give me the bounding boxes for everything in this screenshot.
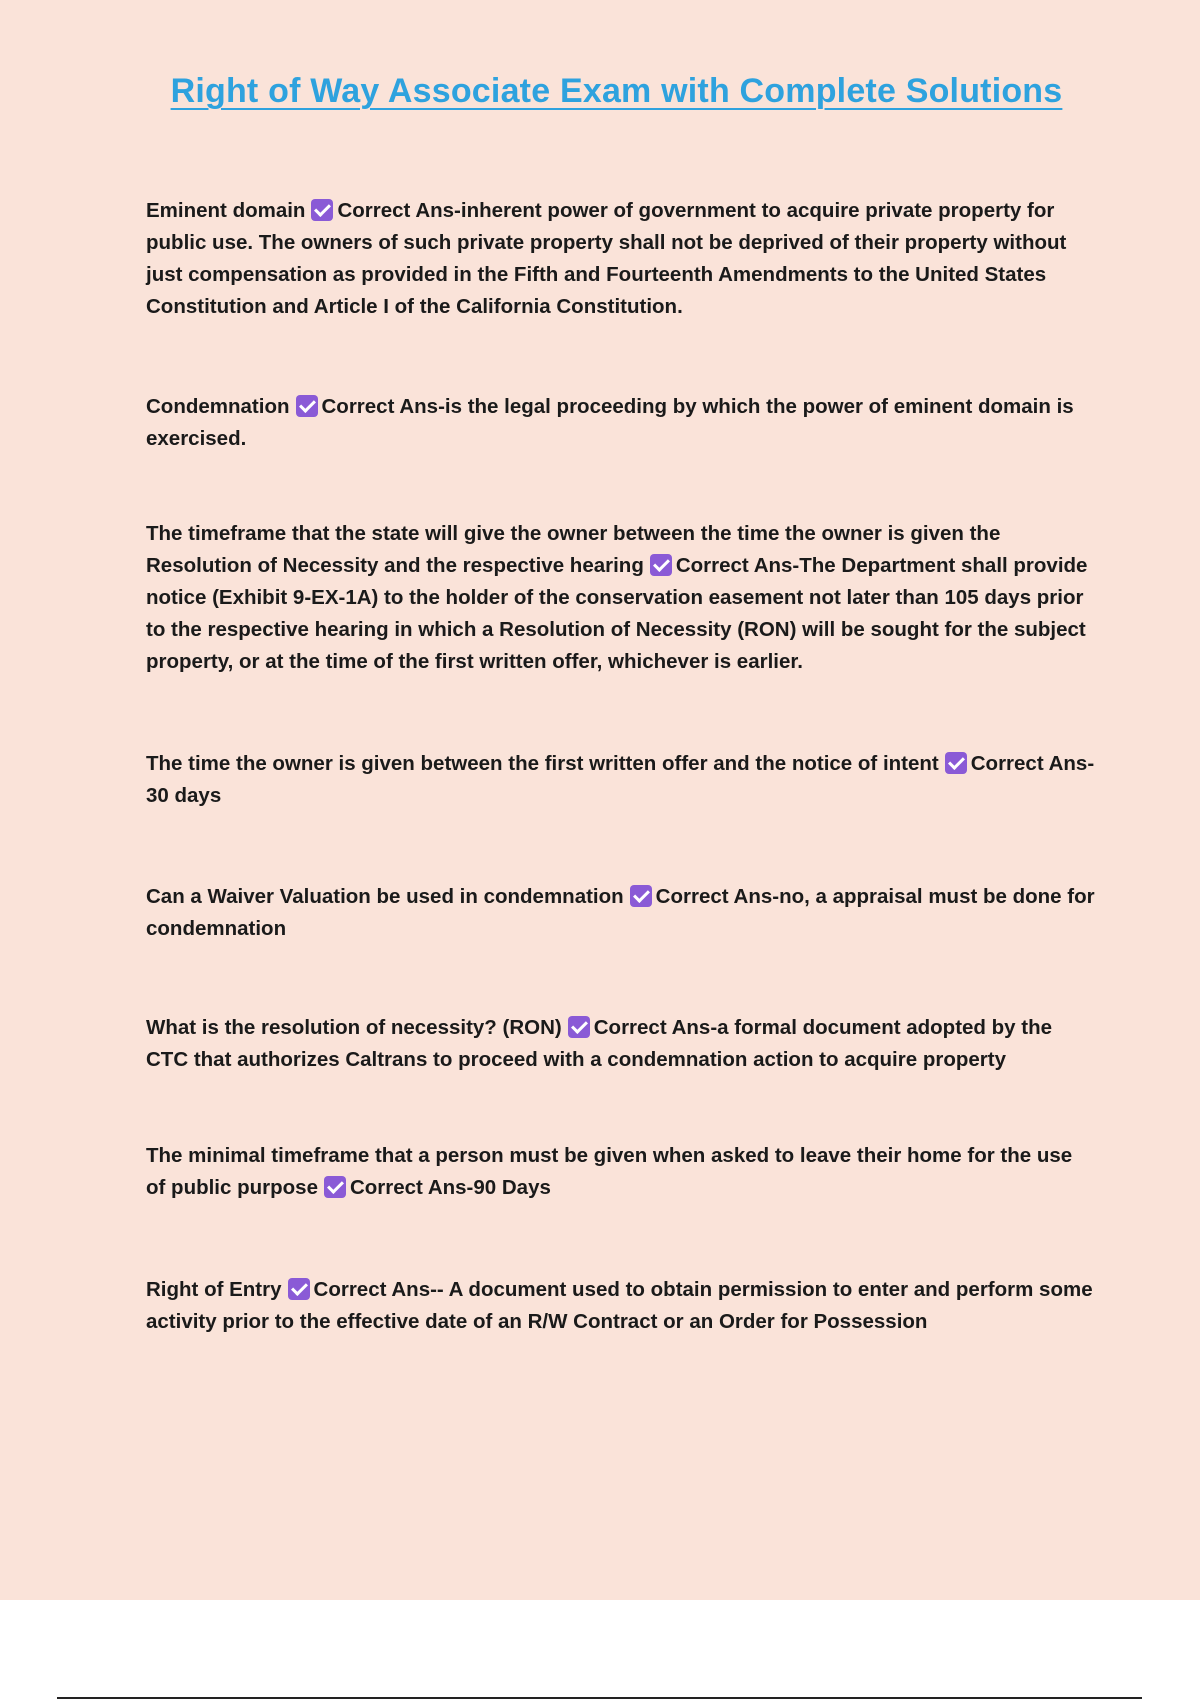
qa-item [146, 1140, 1096, 1204]
check-mark-icon [568, 1016, 590, 1038]
qa-item [146, 391, 1096, 455]
question-text: What is the resolution of necessity? (RON) [146, 1016, 562, 1039]
check-mark-icon [296, 395, 318, 417]
qa-item [146, 1274, 1096, 1338]
check-mark-icon [650, 554, 672, 576]
answer-text: Correct Ans-The Department shall provide notice (Exhibit 9-EX-1A) to the holder of the conservation easement not later than 105 days prior to the respective hearing in which a Resolution of Necessity (RON) will be sought for the subject property, or at the time of the first written offer, whichever is earlier. [146, 554, 1088, 673]
qa-item [146, 881, 1096, 945]
answer-text: Correct Ans-is the legal proceeding by which the power of eminent domain is exercised. [146, 395, 1074, 450]
qa-item [146, 195, 1096, 323]
question-text: The time the owner is given between the first written offer and the notice of intent [146, 752, 939, 775]
check-mark-icon [945, 752, 967, 774]
check-mark-icon [311, 199, 333, 221]
answer-text: Correct Ans-30 days [146, 752, 1095, 807]
question-text: The minimal timeframe that a person must be given when asked to leave their home for the use of public purpose [146, 1144, 1073, 1199]
question-text: Condemnation [146, 395, 290, 418]
answer-text: Correct Ans-no, a appraisal must be done for condemnation [146, 885, 1095, 940]
question-text: Eminent domain [146, 199, 306, 222]
footer-divider [57, 1697, 1142, 1699]
question-text: Can a Waiver Valuation be used in condemnation [146, 885, 624, 908]
qa-item [146, 1012, 1096, 1076]
answer-text: Correct Ans-inherent power of government to acquire private property for public use. The owners of such private property shall not be deprived of their property without just compensation as provided in the Fifth and Fourteenth Amendments to the United States Constitution and Article I of the California Constitution. [146, 199, 1067, 318]
qa-item [146, 518, 1096, 678]
qa-item [146, 748, 1096, 812]
check-mark-icon [324, 1176, 346, 1198]
answer-text: Correct Ans-- A document used to obtain permission to enter and perform some activity prior to the effective date of an R/W Contract or an Order for Possession [146, 1278, 1093, 1333]
question-text: Right of Entry [146, 1278, 282, 1301]
document-title: Right of Way Associate Exam with Complete Solutions [170, 72, 1063, 110]
question-text: The timeframe that the state will give the owner between the time the owner is given the Resolution of Necessity and the respective hearing [146, 522, 1001, 577]
answer-text: Correct Ans-90 Days [349, 1176, 551, 1199]
answer-text: Correct Ans-a formal document adopted by the CTC that authorizes Caltrans to proceed with a condemnation action to acquire property [146, 1016, 1053, 1071]
check-mark-icon [288, 1278, 310, 1300]
check-mark-icon [630, 885, 652, 907]
